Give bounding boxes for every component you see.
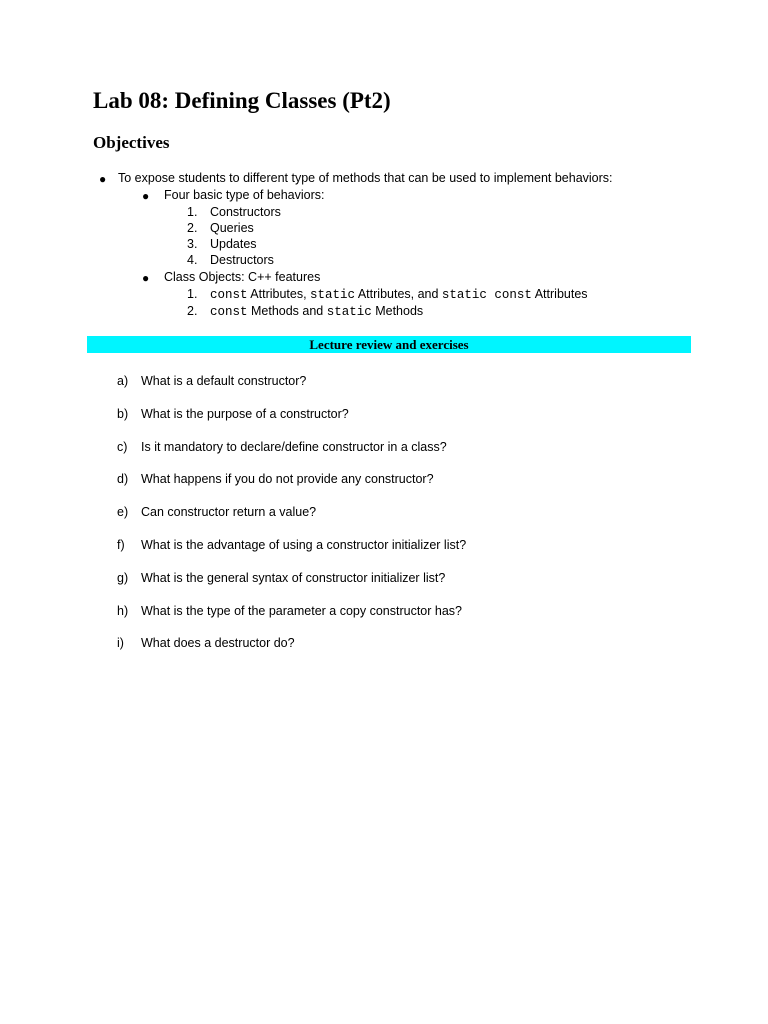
class-objects-label: Class Objects: C++ features bbox=[164, 270, 321, 284]
list-number: 4. bbox=[187, 253, 198, 267]
code-keyword: const bbox=[210, 305, 248, 319]
question-marker: b) bbox=[117, 407, 129, 421]
list-item-text: Methods bbox=[371, 304, 424, 318]
bullet-dot: ● bbox=[142, 189, 150, 203]
list-item: Updates bbox=[210, 237, 257, 251]
question-text: What is the general syntax of constructor initializer list? bbox=[141, 571, 446, 585]
question-marker: a) bbox=[117, 374, 129, 388]
list-item-text: Methods and bbox=[247, 304, 327, 318]
page-title: Lab 08: Defining Classes (Pt2) bbox=[93, 88, 391, 113]
list-number: 1. bbox=[187, 287, 198, 301]
bullet-dot: ● bbox=[99, 172, 107, 186]
question-text: Can constructor return a value? bbox=[141, 505, 317, 519]
question-marker: h) bbox=[117, 604, 129, 618]
question-text: What does a destructor do? bbox=[141, 636, 295, 650]
question-text: What is a default constructor? bbox=[141, 374, 307, 388]
question-text: What is the advantage of using a constructor initializer list? bbox=[141, 538, 467, 552]
list-number: 2. bbox=[187, 221, 198, 235]
bullet-dot: ● bbox=[142, 271, 150, 285]
list-item bbox=[210, 303, 423, 320]
list-item: Queries bbox=[210, 221, 254, 235]
objective-text: To expose students to different type of methods that can be used to implement behaviors: bbox=[118, 171, 613, 185]
question-marker: c) bbox=[117, 440, 128, 454]
section-banner: Lecture review and exercises bbox=[87, 336, 691, 353]
list-item: Destructors bbox=[210, 253, 274, 267]
question-text: What is the purpose of a constructor? bbox=[141, 407, 349, 421]
list-number: 3. bbox=[187, 237, 198, 251]
question-marker: d) bbox=[117, 472, 129, 486]
question-marker: f) bbox=[117, 538, 125, 552]
question-marker: e) bbox=[117, 505, 129, 519]
list-number: 2. bbox=[187, 304, 198, 318]
code-keyword: const bbox=[210, 288, 248, 302]
code-keyword: static bbox=[310, 288, 356, 302]
question-text: What is the type of the parameter a copy constructor has? bbox=[141, 604, 462, 618]
code-keyword: static bbox=[326, 305, 372, 319]
question-marker: g) bbox=[117, 571, 129, 585]
list-item-text: Attributes bbox=[531, 287, 588, 301]
objectives-heading: Objectives bbox=[93, 133, 170, 152]
list-item-text: Attributes, and bbox=[355, 287, 442, 301]
list-item: Constructors bbox=[210, 205, 281, 219]
code-keyword: static const bbox=[441, 288, 532, 302]
list-number: 1. bbox=[187, 205, 198, 219]
list-item bbox=[210, 286, 588, 303]
list-item-text: Attributes, bbox=[247, 287, 311, 301]
question-text: Is it mandatory to declare/define constructor in a class? bbox=[141, 440, 447, 454]
question-text: What happens if you do not provide any constructor? bbox=[141, 472, 434, 486]
behaviors-label: Four basic type of behaviors: bbox=[164, 188, 325, 202]
question-marker: i) bbox=[117, 636, 124, 650]
